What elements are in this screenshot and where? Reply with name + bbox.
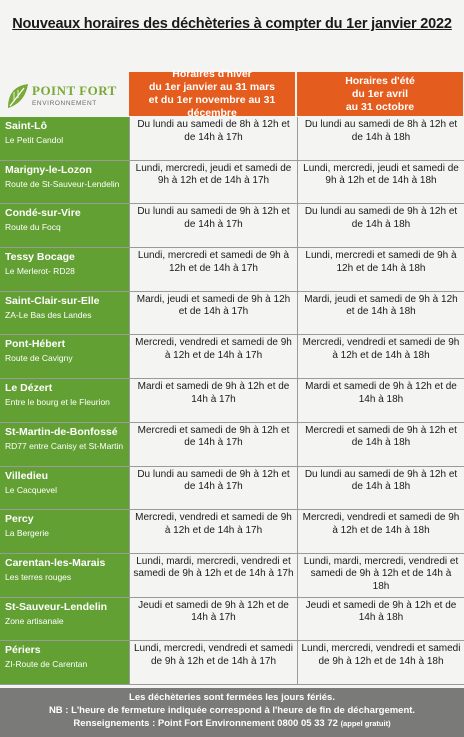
winter-hours-cell: Lundi, mercredi, jeudi et samedi de 9h à 12h et de 14h à 17h <box>129 161 297 204</box>
location-cell <box>0 423 129 466</box>
location-name: Périers <box>5 644 41 657</box>
location-name: Saint-Clair-sur-Elle <box>5 294 100 307</box>
table-row <box>0 335 464 379</box>
location-address: Route de Cavigny <box>5 353 73 364</box>
location-cell <box>0 117 129 160</box>
table-row <box>0 423 464 467</box>
winter-hours-cell: Lundi, mardi, mercredi, vendredi et samedi de 9h à 12h et de 14h à 17h <box>129 554 297 597</box>
location-address: Le Merlerot- RD28 <box>5 266 75 277</box>
location-name: Percy <box>5 513 34 526</box>
winter-hours-cell: Mercredi et samedi de 9h à 12h et de 14h à 17h <box>129 423 297 466</box>
location-cell <box>0 510 129 553</box>
table-row <box>0 117 464 161</box>
winter-hours-cell: Jeudi et samedi de 9h à 12h et de 14h à 17h <box>129 598 297 641</box>
location-address: La Bergerie <box>5 528 49 539</box>
summer-hours-cell: Lundi, mardi, mercredi, vendredi et samedi de 9h à 12h et de 14h à 18h <box>297 554 464 597</box>
summer-hours-header <box>297 72 463 116</box>
winter-hours-header <box>129 68 295 119</box>
contact-line: Renseignements : Point Fort Environnement 0800 05 33 72 <box>73 718 338 729</box>
location-address: RD77 entre Canisy et St-Martin <box>5 440 124 451</box>
location-cell <box>0 204 129 247</box>
location-name: Le Dézert <box>5 382 53 395</box>
location-cell <box>0 379 129 422</box>
page-title: Nouveaux horaires des déchèteries à compter du 1er janvier 2022 <box>12 16 452 32</box>
summer-header-title: Horaires d'été <box>345 74 415 87</box>
winter-hours-cell: Mardi et samedi de 9h à 12h et de 14h à 17h <box>129 379 297 422</box>
location-address: ZI-Route de Carentan <box>5 659 88 670</box>
location-cell <box>0 554 129 597</box>
location-name: Tessy Bocage <box>5 251 75 264</box>
winter-hours-cell: Du lundi au samedi de 9h à 12h et de 14h à 17h <box>129 204 297 247</box>
location-name: Carentan-les-Marais <box>5 556 106 569</box>
summer-hours-cell: Du lundi au samedi de 9h à 12h et de 14h à 18h <box>297 467 464 510</box>
table-row <box>0 379 464 423</box>
closing-time-note: NB : L'heure de fermeture indiquée correspond à l'heure de fin de déchargement. <box>48 705 416 716</box>
leaf-logo-icon <box>6 82 30 110</box>
logo-subtitle: ENVIRONNEMENT <box>32 100 97 107</box>
location-name: St-Sauveur-Lendelin <box>5 600 108 613</box>
location-name: Condé-sur-Vire <box>5 207 81 220</box>
location-cell <box>0 161 129 204</box>
summer-hours-cell: Mercredi, vendredi et samedi de 9h à 12h et de 14h à 18h <box>297 335 464 378</box>
winter-hours-cell: Lundi, mercredi, vendredi et samedi de 9h à 12h et de 14h à 17h <box>129 641 297 684</box>
summer-hours-cell: Mercredi et samedi de 9h à 12h et de 14h à 18h <box>297 423 464 466</box>
summer-hours-cell: Du lundi au samedi de 8h à 12h et de 14h à 18h <box>297 117 464 160</box>
summer-hours-cell: Mardi, jeudi et samedi de 9h à 12h et de 14h à 18h <box>297 292 464 335</box>
location-name: Marigny-le-Lozon <box>5 163 92 176</box>
winter-header-period2: et du 1er novembre au 31 décembre <box>148 94 276 119</box>
location-name: Villedieu <box>5 469 48 482</box>
logo-brand: POINT FORT <box>32 83 117 98</box>
winter-hours-cell: Mardi, jeudi et samedi de 9h à 12h et de 14h à 17h <box>129 292 297 335</box>
winter-hours-cell: Lundi, mercredi et samedi de 9h à 12h et de 14h à 17h <box>129 248 297 291</box>
summer-hours-cell: Du lundi au samedi de 9h à 12h et de 14h à 18h <box>297 204 464 247</box>
location-address: Le Petit Candol <box>5 135 64 145</box>
table-row <box>0 641 464 685</box>
summer-hours-cell: Mardi et samedi de 9h à 12h et de 14h à 18h <box>297 379 464 422</box>
location-name: Saint-Lô <box>5 120 47 132</box>
winter-hours-cell: Mercredi, vendredi et samedi de 9h à 12h et de 14h à 17h <box>129 510 297 553</box>
location-cell <box>0 598 129 641</box>
summer-hours-cell: Jeudi et samedi de 9h à 12h et de 14h à 18h <box>297 598 464 641</box>
point-fort-logo <box>4 80 126 114</box>
summer-hours-cell: Mercredi, vendredi et samedi de 9h à 12h et de 14h à 18h <box>297 510 464 553</box>
winter-hours-cell: Du lundi au samedi de 9h à 12h et de 14h à 17h <box>129 467 297 510</box>
location-name: St-Martin-de-Bonfossé <box>5 425 118 438</box>
holiday-closure-note: Les déchèteries sont fermées les jours fériés. <box>129 692 335 703</box>
table-row <box>0 554 464 598</box>
summer-header-period2: au 31 octobre <box>345 100 415 113</box>
table-row <box>0 248 464 292</box>
location-address: Zone artisanale <box>5 615 64 626</box>
location-address: Le Cacquevel <box>5 484 57 495</box>
location-cell <box>0 248 129 291</box>
summer-hours-cell: Lundi, mercredi, vendredi et samedi de 9h à 12h et de 14h à 18h <box>297 641 464 684</box>
location-address: Les terres rouges <box>5 571 72 582</box>
table-row <box>0 161 464 205</box>
free-call-note: (appel gratuit) <box>340 719 391 728</box>
location-address: Entre le bourg et le Fleurion <box>5 397 110 408</box>
table-row <box>0 598 464 642</box>
location-address: ZA-Le Bas des Landes <box>5 309 92 320</box>
schedule-table <box>0 117 464 685</box>
winter-hours-cell: Du lundi au samedi de 8h à 12h et de 14h à 17h <box>129 117 297 160</box>
location-address: Route de St-Sauveur-Lendelin <box>5 178 120 189</box>
location-name: Pont-Hébert <box>5 338 66 351</box>
contact-info <box>0 717 464 730</box>
summer-hours-cell: Lundi, mercredi et samedi de 9h à 12h et de 14h à 18h <box>297 248 464 291</box>
winter-header-period1: du 1er janvier au 31 mars <box>148 81 276 93</box>
table-row <box>0 510 464 554</box>
summer-header-period1: du 1er avril <box>351 87 408 100</box>
table-row <box>0 467 464 511</box>
location-cell <box>0 641 129 684</box>
location-cell <box>0 467 129 510</box>
table-row <box>0 204 464 248</box>
footer-notes <box>0 688 464 737</box>
location-cell <box>0 292 129 335</box>
winter-hours-cell: Mercredi, vendredi et samedi de 9h à 12h et de 14h à 17h <box>129 335 297 378</box>
location-address: Route du Focq <box>5 222 61 233</box>
winter-header-title: Horaires d'hiver <box>172 68 252 80</box>
summer-hours-cell: Lundi, mercredi, jeudi et samedi de 9h à 12h et de 14h à 18h <box>297 161 464 204</box>
table-row <box>0 292 464 336</box>
location-cell <box>0 335 129 378</box>
